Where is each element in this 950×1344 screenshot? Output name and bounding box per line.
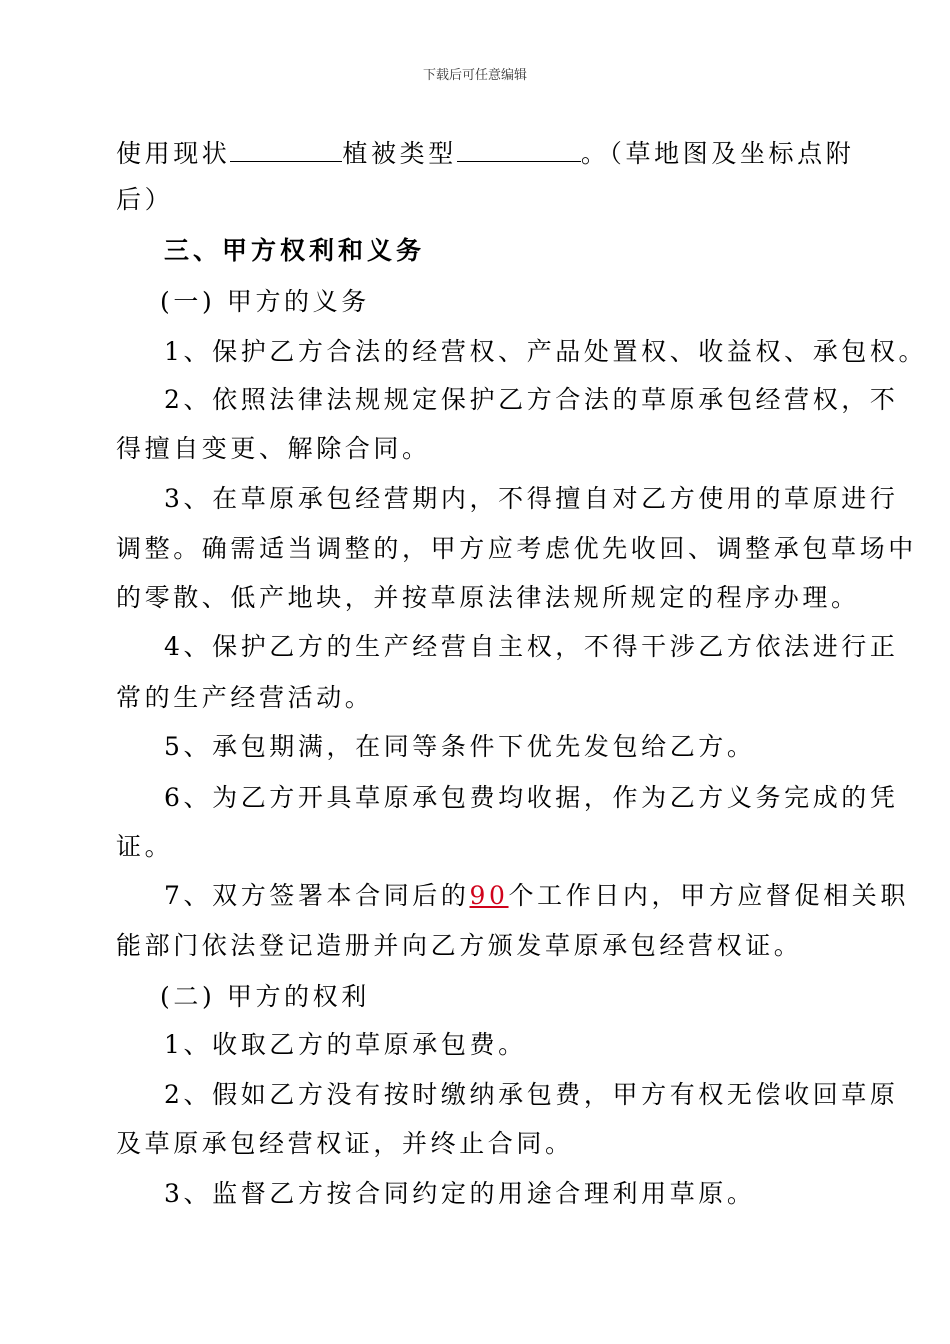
duty-item-7-text: 个工作日内，甲方应督促相关职 <box>508 881 909 910</box>
text-line: 后） <box>116 185 174 214</box>
duty-item-4: 4、保护乙方的生产经营自主权，不得干涉乙方依法进行正 <box>164 632 899 661</box>
right-item-2: 2、假如乙方没有按时缴纳承包费，甲方有权无偿收回草原 <box>164 1080 899 1109</box>
right-item-2-cont: 及草原承包经营权证，并终止合同。 <box>116 1129 574 1158</box>
duty-item-4-cont: 常的生产经营活动。 <box>116 683 374 712</box>
blank-usage-status <box>230 137 342 162</box>
blank-vegetation-type <box>457 137 581 162</box>
text-attachment-note: 。（草地图及坐标点附 <box>580 139 855 168</box>
label-usage-status: 使用现状 <box>116 139 231 168</box>
duty-item-7-cont: 能部门依法登记造册并向乙方颁发草原承包经营权证。 <box>116 931 803 960</box>
subsection-heading: (一) 甲方的义务 <box>160 287 370 316</box>
days-number: 90 <box>469 881 509 910</box>
paragraph-land-status <box>116 137 854 169</box>
duty-item-1: 1、保护乙方合法的经营权、产品处置权、收益权、承包权。 <box>164 337 928 366</box>
duty-item-7-text: 7、双方签署本合同后的 <box>164 881 470 910</box>
section-heading: 三、甲方权利和义务 <box>164 236 426 265</box>
duty-item-3-cont: 的零散、低产地块，并按草原法律法规所规定的程序办理。 <box>116 583 860 612</box>
duty-item-6-cont: 证。 <box>116 832 174 861</box>
duty-item-2-cont: 得擅自变更、解除合同。 <box>116 434 431 463</box>
right-item-1: 1、收取乙方的草原承包费。 <box>164 1030 527 1059</box>
page-header: 下载后可任意编辑 <box>422 68 527 83</box>
label-vegetation-type: 植被类型 <box>342 139 457 168</box>
duty-item-5: 5、承包期满，在同等条件下优先发包给乙方。 <box>164 732 756 761</box>
duty-item-6: 6、为乙方开具草原承包费均收据，作为乙方义务完成的凭 <box>164 783 899 812</box>
duty-item-2: 2、依照法律法规规定保护乙方合法的草原承包经营权，不 <box>164 385 899 414</box>
duty-item-3: 3、在草原承包经营期内，不得擅自对乙方使用的草原进行 <box>164 484 899 513</box>
duty-item-7 <box>164 881 909 911</box>
duty-item-3-cont: 调整。确需适当调整的，甲方应考虑优先收回、调整承包草场中 <box>116 534 917 563</box>
right-item-3: 3、监督乙方按合同约定的用途合理利用草原。 <box>164 1179 756 1208</box>
subsection-heading: (二) 甲方的权利 <box>160 982 370 1011</box>
